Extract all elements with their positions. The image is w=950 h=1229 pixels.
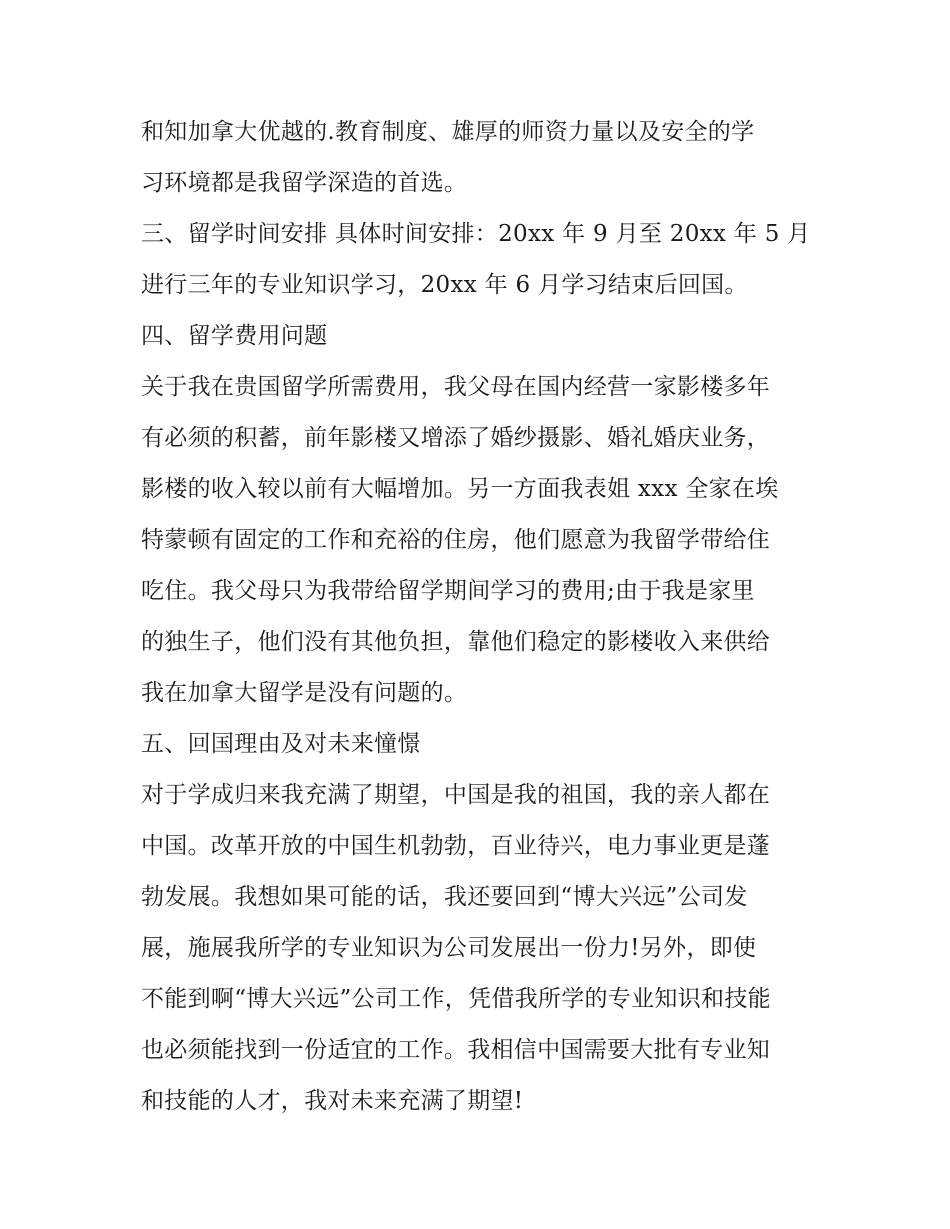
section-heading-return: 五、回国理由及对未来憧憬	[141, 731, 421, 757]
text-line: 和知加拿大优越的.教育制度、雄厚的师资力量以及安全的学	[141, 119, 755, 145]
text-line: 影楼的收入较以前有大幅增加。另一方面我表姐 xxx 全家在埃	[141, 476, 779, 502]
text-line: 吃住。我父母只为我带给留学期间学习的费用;由于我是家里	[141, 578, 755, 604]
text-line: 也必须能找到一份适宜的工作。我相信中国需要大批有专业知	[141, 1037, 771, 1063]
text-line: 习环境都是我留学深造的首选。	[141, 170, 468, 196]
text-line: 进行三年的专业知识学习，20xx 年 6 月学习结束后回国。	[141, 272, 748, 298]
text-line: 的独生子，他们没有其他负担，靠他们稳定的影楼收入来供给	[141, 629, 771, 655]
text-line: 有必须的积蓄，前年影楼又增添了婚纱摄影、婚礼婚庆业务，	[141, 425, 771, 451]
text-line: 关于我在贵国留学所需费用，我父母在国内经营一家影楼多年	[141, 374, 771, 400]
text-line: 特蒙顿有固定的工作和充裕的住房，他们愿意为我留学带给住	[141, 527, 771, 553]
document-body	[141, 107, 821, 1127]
section-heading-schedule: 三、留学时间安排 具体时间安排：20xx 年 9 月至 20xx 年 5 月	[141, 221, 811, 247]
text-line: 和技能的人才，我对未来充满了期望!	[141, 1088, 524, 1114]
text-line: 不能到啊“博大兴远”公司工作，凭借我所学的专业知识和技能	[141, 986, 771, 1012]
text-line: 中国。改革开放的中国生机勃勃，百业待兴，电力事业更是蓬	[141, 833, 771, 859]
text-line: 勃发展。我想如果可能的话，我还要回到“博大兴远”公司发	[141, 884, 748, 910]
section-heading-costs: 四、留学费用问题	[141, 323, 328, 349]
text-line: 我在加拿大留学是没有问题的。	[141, 680, 468, 706]
text-line: 对于学成归来我充满了期望，中国是我的祖国，我的亲人都在	[141, 782, 771, 808]
text-line: 展，施展我所学的专业知识为公司发展出一份力!另外，即使	[141, 935, 757, 961]
